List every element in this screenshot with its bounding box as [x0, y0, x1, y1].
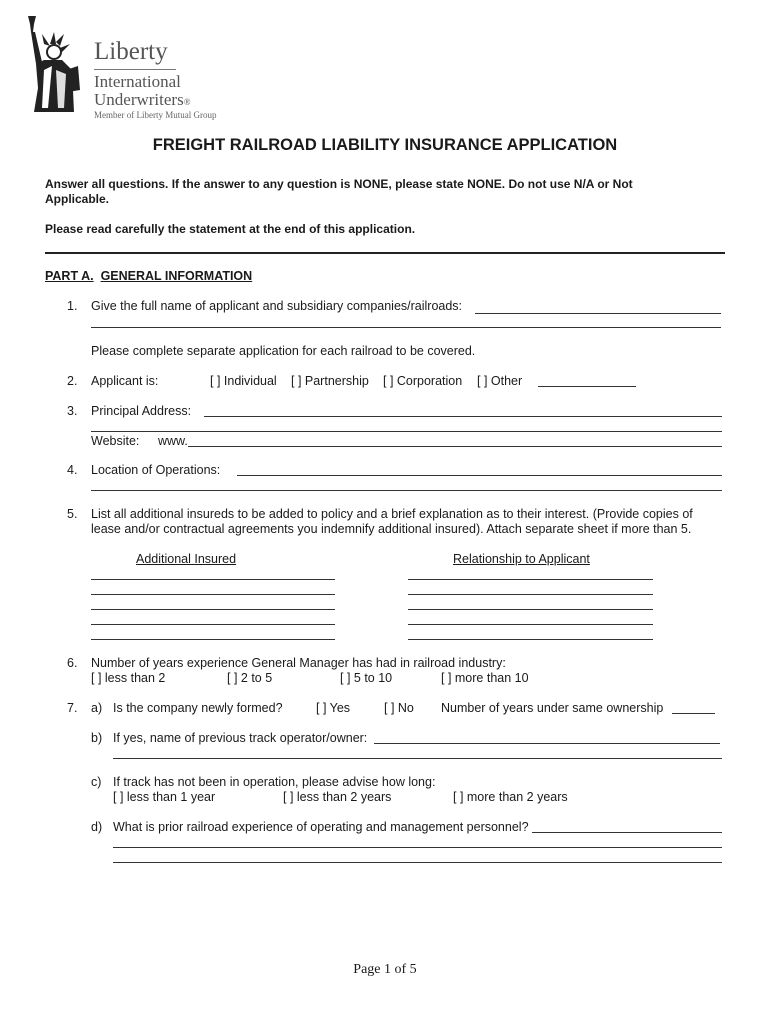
q7-number: 7.	[67, 701, 78, 715]
q6-text: Number of years experience General Manager has had in railroad industry:	[91, 656, 506, 670]
q3-address-line-2[interactable]	[91, 431, 722, 432]
q4-input-line-2[interactable]	[91, 490, 722, 491]
q7c-option-more-than-2-years[interactable]: [ ] more than 2 years	[453, 790, 568, 804]
q7c-label: c)	[91, 775, 102, 789]
q5-relationship-line[interactable]	[408, 624, 653, 625]
instructions-line-1: Answer all questions. If the answer to any question is NONE, please state NONE. Do not use N/A or Not	[45, 177, 633, 191]
logo-line-1: International	[94, 72, 181, 91]
q5-insured-line[interactable]	[91, 579, 335, 580]
part-a-label: PART A.	[45, 269, 94, 283]
q5-line-2: lease and/or contractual agreements you indemnify additional insured). Attach separate sheet if more than 5.	[91, 522, 692, 536]
q7b-input-line-2[interactable]	[113, 758, 722, 759]
page-number: Page 1 of 5	[353, 962, 417, 977]
q2-other-input[interactable]	[538, 386, 636, 387]
instructions-line-2: Applicable.	[45, 192, 110, 206]
part-a-heading	[45, 269, 252, 283]
q5-line-1: List all additional insureds to be added to policy and a brief explanation as to their interest. (Provide copies of	[91, 507, 693, 521]
q1-number: 1.	[67, 299, 78, 313]
q5-relationship-line[interactable]	[408, 579, 653, 580]
q7d-input-line-2[interactable]	[113, 847, 722, 848]
q6-number: 6.	[67, 656, 78, 670]
q5-relationship-line[interactable]	[408, 609, 653, 610]
q5-insured-line[interactable]	[91, 639, 335, 640]
registered-mark: ®	[183, 97, 191, 107]
q1-text: Give the full name of applicant and subsidiary companies/railroads:	[91, 299, 463, 313]
q2-option-partnership[interactable]: [ ] Partnership	[291, 374, 369, 388]
q1-input-line-2[interactable]	[91, 327, 721, 328]
q6-option-5-to-10[interactable]: [ ] 5 to 10	[340, 671, 393, 685]
q6-option-2-to-5[interactable]: [ ] 2 to 5	[227, 671, 273, 685]
q5-col-additional-insured: Additional Insured	[136, 552, 237, 566]
q7a-label: a)	[91, 701, 103, 715]
page-title: FREIGHT RAILROAD LIABILITY INSURANCE APPLICATION	[152, 136, 618, 154]
logo-underwriters: Underwriters	[94, 90, 184, 109]
instructions-read: Please read carefully the statement at the end of this application.	[45, 222, 416, 236]
q7d-input-line-1[interactable]	[532, 832, 722, 833]
logo-member: Member of Liberty Mutual Group	[94, 110, 217, 120]
q2-option-corporation[interactable]: [ ] Corporation	[383, 374, 463, 388]
q7a-option-no[interactable]: [ ] No	[384, 701, 414, 715]
q7b-text: If yes, name of previous track operator/owner:	[113, 731, 368, 745]
q4-text: Location of Operations:	[91, 463, 221, 477]
q3-address-line-1[interactable]	[204, 416, 722, 417]
q2-option-individual[interactable]: [ ] Individual	[210, 374, 277, 388]
q5-col-relationship: Relationship to Applicant	[453, 552, 590, 566]
q7d-text: What is prior railroad experience of operating and management personnel?	[113, 820, 529, 834]
q3-number: 3.	[67, 404, 78, 418]
q7c-option-less-than-1-year[interactable]: [ ] less than 1 year	[113, 790, 216, 804]
q2-option-other[interactable]: [ ] Other	[477, 374, 523, 388]
q4-input-line-1[interactable]	[237, 475, 722, 476]
section-divider	[45, 252, 725, 254]
q5-relationship-line[interactable]	[408, 639, 653, 640]
q7a-years-input[interactable]	[672, 713, 715, 714]
q2-text: Applicant is:	[91, 374, 159, 388]
q5-number: 5.	[67, 507, 78, 521]
q7d-label: d)	[91, 820, 103, 834]
q5-insured-line[interactable]	[91, 594, 335, 595]
q6-option-more-than-10[interactable]: [ ] more than 10	[441, 671, 529, 685]
q7b-label: b)	[91, 731, 103, 745]
q4-number: 4.	[67, 463, 78, 477]
q1-note: Please complete separate application for each railroad to be covered.	[91, 344, 476, 358]
q7a-option-yes[interactable]: [ ] Yes	[316, 701, 351, 715]
q7c-text: If track has not been in operation, please advise how long:	[113, 775, 436, 789]
logo-line-2	[94, 90, 191, 110]
part-a-title: GENERAL INFORMATION	[100, 269, 253, 283]
q7b-input-line-1[interactable]	[374, 743, 720, 744]
q5-insured-line[interactable]	[91, 609, 335, 610]
q7d-input-line-3[interactable]	[113, 862, 722, 863]
q3-text: Principal Address:	[91, 404, 192, 418]
q3-website-label: Website:	[91, 434, 140, 448]
q5-insured-line[interactable]	[91, 624, 335, 625]
logo-brand: Liberty	[94, 38, 168, 65]
q7c-option-less-than-2-years[interactable]: [ ] less than 2 years	[283, 790, 392, 804]
q3-website-prefix: www.	[158, 434, 188, 448]
q7a-text: Is the company newly formed?	[113, 701, 283, 715]
q6-option-less-than-2[interactable]: [ ] less than 2	[91, 671, 166, 685]
q7a-years-label: Number of years under same ownership	[441, 701, 664, 715]
q1-input-line-1[interactable]	[475, 313, 721, 314]
q3-website-input[interactable]	[188, 446, 722, 447]
company-logo	[14, 14, 244, 126]
q5-relationship-line[interactable]	[408, 594, 653, 595]
q2-number: 2.	[67, 374, 78, 388]
logo-divider	[94, 69, 176, 70]
statue-of-liberty-icon	[14, 14, 94, 118]
